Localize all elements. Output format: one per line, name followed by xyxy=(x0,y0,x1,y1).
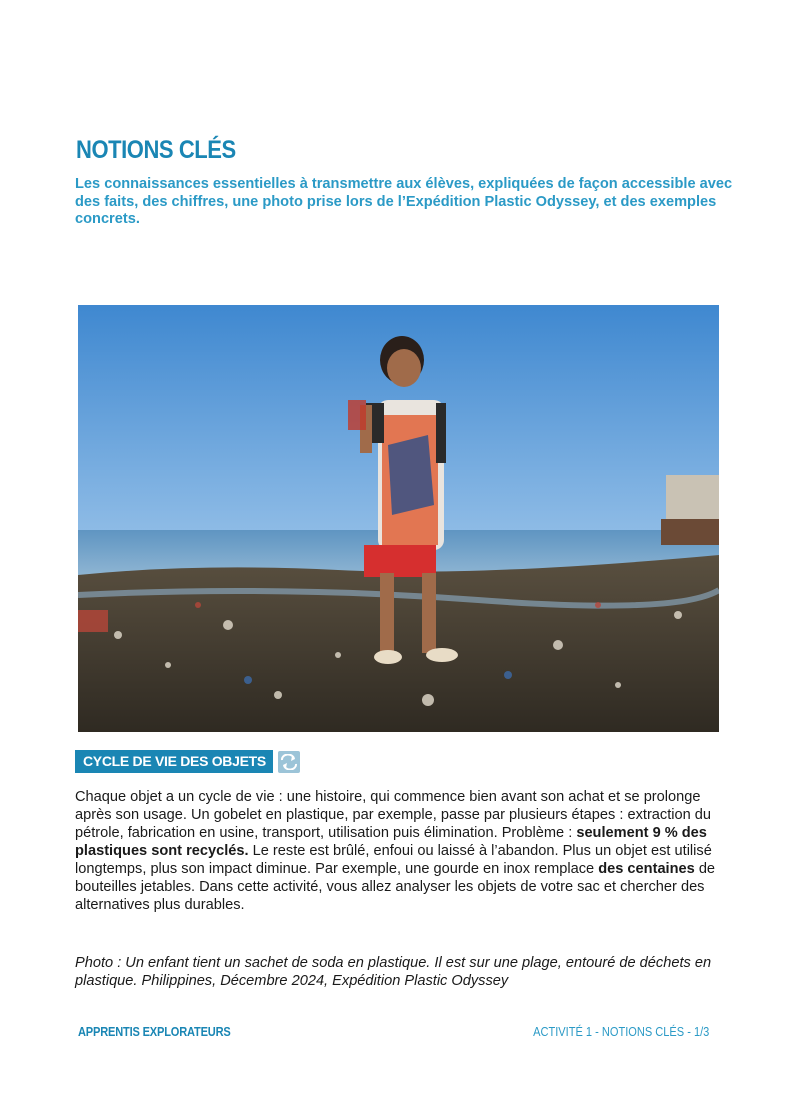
section-body xyxy=(75,788,725,914)
body-text-part-2: Le reste est brûlé, enfoui ou laissé à l’abandon. Plus un objet est utilisé longtemps, plus son impact diminue. Par exemple, une gourde en inox remplace xyxy=(75,843,712,877)
section-label: CYCLE DE VIE DES OBJETS xyxy=(75,750,273,773)
photo-child-on-beach xyxy=(78,305,719,732)
body-text-bold-1: seulement 9 % des plastiques sont recyclés. xyxy=(75,825,707,859)
body-text-part-1: Chaque objet a un cycle de vie : une histoire, qui commence bien avant son achat et se prolonge après son usage. Un gobelet en plastique, par exemple, passe par plusieurs étapes : extraction du pétrole, fabrication en usine, transport, utilisation puis élimination. Problème : xyxy=(75,789,712,841)
page-title: NOTIONS CLÉS xyxy=(76,136,236,164)
footer-series-name: APPRENTIS EXPLORATEURS xyxy=(78,1024,231,1039)
footer-page-info: ACTIVITÉ 1 - NOTIONS CLÉS - 1/3 xyxy=(532,1024,709,1039)
cycle-icon xyxy=(278,751,300,773)
body-text-part-3: de bouteilles jetables. Dans cette activité, vous allez analyser les objets de votre sac et chercher des alternatives plus durables. xyxy=(75,861,716,913)
body-text-bold-2: des centaines xyxy=(598,861,695,877)
intro-text: Les connaissances essentielles à transmettre aux élèves, expliquées de façon accessible avec des faits, des chiffres, une photo prise lors de l’Expédition Plastic Odyssey, et des exemples concrets. xyxy=(75,176,733,227)
section-header xyxy=(75,750,300,773)
photo-caption: Photo : Un enfant tient un sachet de soda en plastique. Il est sur une plage, entouré de déchets en plastique. Philippines, Décembre 2024, Expédition Plastic Odyssey xyxy=(75,955,712,989)
